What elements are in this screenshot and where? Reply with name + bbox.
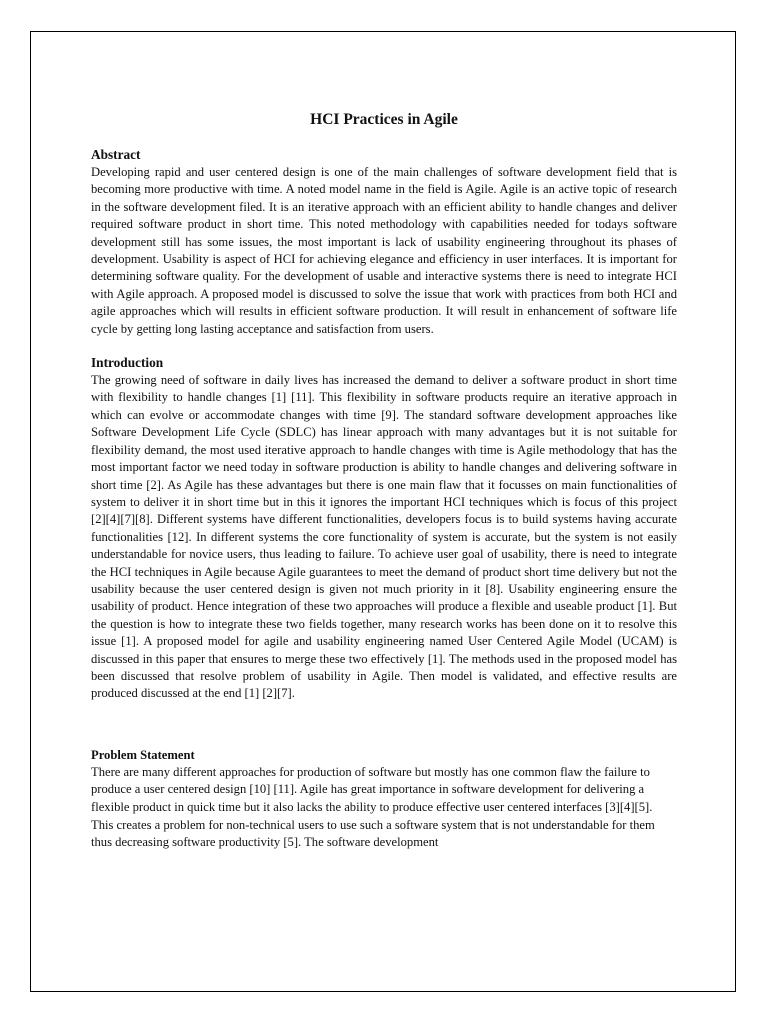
abstract-paragraph: Developing rapid and user centered design is one of the main challenges of software development field that is becoming more productive with time. A noted model name in the field is Agile. Agile is an active topic of research in the software development filed. It is an iterative approach with an efficient ability to handle changes and deliver required software product in short time. This noted methodology with capabilities needed for todays software development still has some issues, the most important is lack of usability engineering throughout its phases of development. Usability is aspect of HCI for achieving elegance and efficiency in user interfaces. It is important for determining software quality. For the development of usable and interactive systems there is need to integrate HCI with Agile approach. A proposed model is discussed to solve the issue that work with practices from both HCI and agile approaches which will results in efficient software production. It will result in enhancement of software life cycle by getting long lasting acceptance and satisfaction from users.: [91, 165, 677, 336]
section-spacer: [91, 338, 677, 354]
document-page: [30, 31, 736, 992]
abstract-section: [91, 146, 677, 338]
problem-statement-heading: Problem Statement: [91, 747, 195, 762]
document-body: [91, 110, 677, 852]
document-title: HCI Practices in Agile: [310, 111, 458, 128]
section-spacer: [91, 703, 677, 746]
abstract-heading: Abstract: [91, 147, 141, 162]
introduction-section: [91, 354, 677, 703]
problem-statement-paragraph: There are many different approaches for production of software but mostly has one common flaw the failure to produce a user centered design [10] [11]. Agile has great importance in software development for delivering a flexible product in quick time but it also lacks the ability to produce effective user centered interfaces [3][4][5]. This creates a problem for non-technical users to use such a software system that is not understandable for them thus decreasing software productivity [5]. The software development: [91, 764, 655, 850]
problem-statement-section: [91, 746, 677, 852]
introduction-heading: Introduction: [91, 355, 164, 371]
introduction-paragraph: The growing need of software in daily lives has increased the demand to deliver a software product in short time with flexibility to handle changes [1] [11]. This flexibility in software products require an iterative approach in which can evolve or accommodate changes with time [9]. The standard software development approaches like Software Development Life Cycle (SDLC) has linear approach with many advantages but it is not suitable for flexibility demand, the most used iterative approach to handle changes with time is Agile methodology that has the most important factor we need today in software production is ability to handle changes and delivering software in short time [2]. As Agile has these advantages but there is one main flaw that it focusses on main functionalities of system to deliver it in short time but in this it ignores the important HCI techniques which is focus of this project [2][4][7][8]. Different systems have different functionalities, developers focus is to build systems having accurate functionalities [12]. In different systems the core functionality of system is accurate, but the system is not easily understandable for novice users, thus leading to failure. To achieve user goal of usability, there is need to integrate the HCI techniques in Agile because Agile guarantees to meet the demand of product short time delivery but not the usability because the user centered design is given not much priority in it [8]. Usability engineering ensure the usability of product. Hence integration of these two approaches will produce a flexible and useable product [1]. But the question is how to integrate these two fields together, many research works has been done on it to resolve this issue [1]. A proposed model for agile and usability engineering named User Centered Agile Model (UCAM) is discussed in this paper that ensures to merge these two effectively [1]. The methods used in the proposed model has been discussed that resolve problem of usability in Agile. Then model is validated, and effective results are produced discussed at the end [1] [2][7].: [91, 373, 677, 701]
